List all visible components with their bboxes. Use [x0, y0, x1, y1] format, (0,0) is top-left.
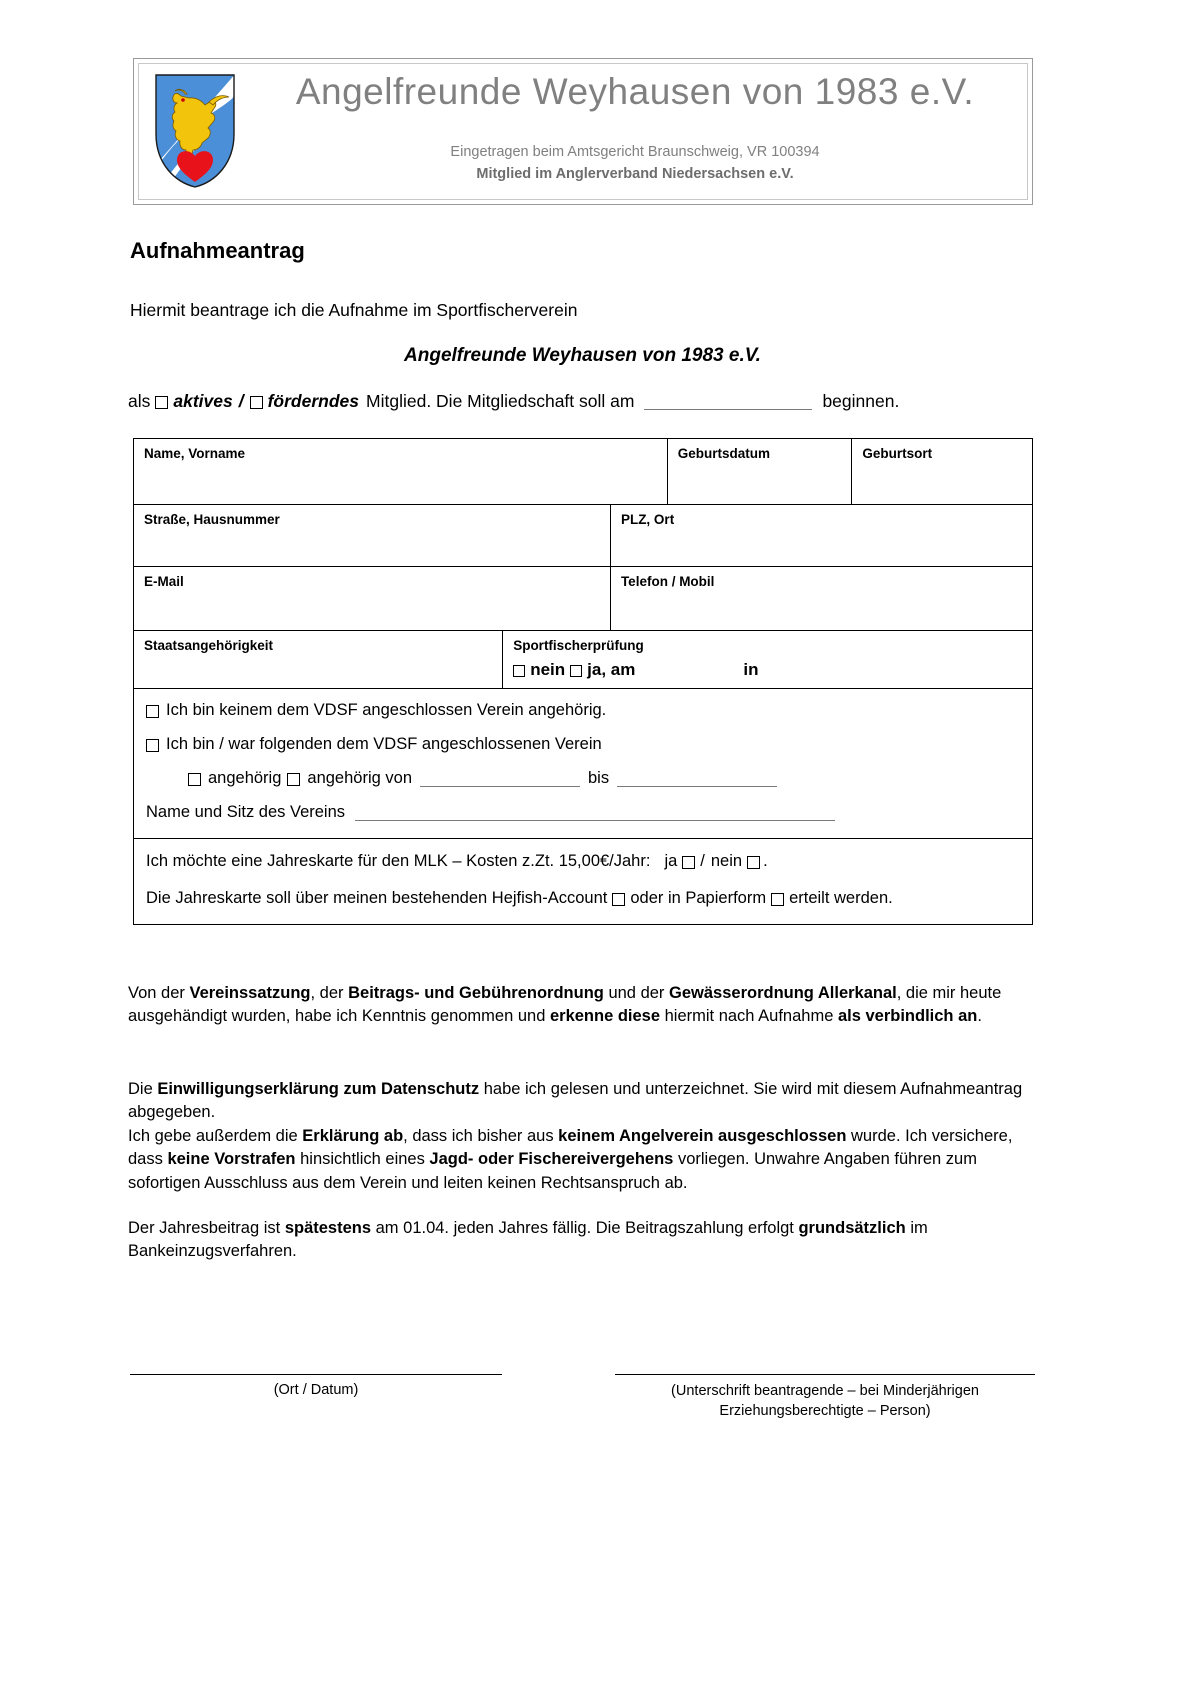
label-telefon-mobil: Telefon / Mobil	[620, 574, 715, 589]
field-staatsangehoerigkeit[interactable]	[134, 631, 503, 688]
p2-t1: Die	[128, 1080, 158, 1098]
p2-b2: Erklärung ab	[302, 1126, 404, 1145]
exam-options-line	[513, 660, 1032, 680]
p1-t3: und der	[603, 984, 670, 1002]
field-plz-ort[interactable]	[611, 505, 1032, 566]
membership-suffix-text: beginnen.	[822, 391, 900, 411]
table-row	[134, 505, 1032, 567]
mlk-separator: /	[700, 852, 705, 870]
signature-caption-place-date: (Ort / Datum)	[273, 1382, 359, 1398]
mlk-line-end: .	[763, 852, 768, 870]
letterhead-box	[133, 58, 1033, 205]
signature-caption-applicant	[615, 1382, 1035, 1421]
p2-t5: wurde. Ich versichere, dass	[128, 1126, 1013, 1169]
checkbox-mlk-ja[interactable]	[682, 856, 695, 869]
p1-t1: Von der	[128, 984, 190, 1002]
vdsf-bis-date-field[interactable]	[617, 771, 777, 787]
letterhead-inner-frame	[138, 63, 1028, 200]
p2-t6: hinsichtlich eines	[295, 1150, 430, 1169]
label-geburtsort: Geburtsort	[862, 446, 933, 461]
exam-no-label: nein	[530, 659, 566, 679]
membership-prefix-label: als	[128, 391, 151, 411]
mlk-request-label: Ich möchte eine Jahreskarte für den MLK – Kosten z.Zt. 15,00€/Jahr:	[146, 852, 651, 870]
label-sportfischerpruefung: Sportfischerprüfung	[513, 638, 644, 653]
checkbox-angehoerig-von[interactable]	[287, 773, 300, 786]
checkbox-mlk-nein[interactable]	[747, 856, 760, 869]
p1-t6: .	[977, 1007, 982, 1026]
exam-yes-label: ja, am	[587, 659, 636, 679]
p3-t2: am 01.04. jeden Jahres fällig. Die Beitragszahlung erfolgt	[371, 1219, 799, 1237]
vdsf-member-label: Ich bin / war folgenden dem VDSF angeschlossenen Verein	[166, 735, 602, 753]
signature-caption-applicant-line1: (Unterschrift beantragende – bei Minderjährigen	[671, 1383, 979, 1399]
checkbox-papierform[interactable]	[771, 893, 784, 906]
p1-t5: hiermit nach Aufnahme	[660, 1007, 838, 1026]
field-name-vorname[interactable]	[134, 439, 668, 504]
membership-middle-text: Mitglied. Die Mitgliedschaft soll am	[366, 391, 635, 411]
checkbox-hejfish-account[interactable]	[612, 893, 625, 906]
association-line: Mitglied im Anglerverband Niedersachsen e.V.	[476, 166, 794, 182]
field-geburtsort[interactable]	[852, 439, 1032, 504]
p1-b3: Gewässerordnung Allerkanal	[669, 984, 897, 1002]
p3-t1: Der Jahresbeitrag ist	[128, 1219, 285, 1237]
table-row	[134, 567, 1032, 631]
membership-start-date-field[interactable]	[644, 394, 812, 410]
label-email: E-Mail	[144, 574, 184, 589]
p1-b4: erkenne diese	[549, 1007, 661, 1026]
checkbox-vdsf-kein-verein[interactable]	[146, 705, 159, 718]
label-geburtsdatum: Geburtsdatum	[677, 446, 771, 461]
mlk-yes-label: ja	[664, 852, 678, 870]
annual-fee-paragraph	[128, 1217, 1036, 1264]
field-telefon-mobil[interactable]	[611, 567, 1032, 630]
vdsf-option-member-line	[146, 735, 1032, 754]
organization-title: Angelfreunde Weyhausen von 1983 e.V.	[295, 71, 975, 112]
checkbox-aktives[interactable]	[155, 396, 168, 409]
p1-b2: Beitrags- und Gebührenordnung	[348, 984, 604, 1002]
field-strasse-hausnummer[interactable]	[134, 505, 611, 566]
p2-t2: habe ich gelesen und unterzeichnet. Sie wird mit diesem Aufnahmeantrag abgegeben.	[128, 1080, 1023, 1122]
membership-supporting-label: förderndes	[267, 391, 360, 411]
mlk-hejfish-label: Die Jahreskarte soll über meinen bestehenden Hejfish-Account	[146, 889, 608, 907]
p2-t7: vorliegen. Unwahre Angaben führen zum sofortigen Ausschluss aus dem Verein und leiten keinen Rechtsanspruch ab.	[128, 1150, 977, 1192]
label-staatsangehoerigkeit: Staatsangehörigkeit	[144, 638, 274, 653]
angehoerig-label: angehörig	[208, 769, 282, 787]
p1-b1: Vereinssatzung	[189, 984, 311, 1002]
vdsf-club-name-field[interactable]	[355, 805, 835, 821]
mlk-request-line	[146, 852, 1032, 871]
mlk-issued-label: erteilt werden.	[789, 889, 893, 907]
membership-active-label: aktives	[173, 391, 233, 411]
club-crest-icon	[153, 72, 237, 190]
angehoerig-von-label: angehörig von	[307, 769, 412, 787]
p2-b1: Einwilligungserklärung zum Datenschutz	[157, 1080, 480, 1098]
vdsf-bis-label: bis	[588, 769, 610, 787]
p3-t3: im Bankeinzugsverfahren.	[128, 1219, 928, 1261]
vdsf-option-none-line	[146, 701, 1032, 720]
p2-b4: keine Vorstrafen	[167, 1150, 296, 1169]
club-name-heading: Angelfreunde Weyhausen von 1983 e.V.	[404, 345, 761, 366]
label-strasse-hausnummer: Straße, Hausnummer	[144, 512, 280, 527]
checkbox-vdsf-mitglied[interactable]	[146, 739, 159, 752]
membership-separator: /	[238, 391, 244, 411]
privacy-declaration-paragraph	[128, 1078, 1036, 1195]
intro-text: Hiermit beantrage ich die Aufnahme im Sportfischerverein	[130, 300, 578, 320]
p3-b1: spätestens	[284, 1219, 372, 1237]
applicant-data-table	[133, 438, 1033, 925]
p1-t4: , die mir heute ausgehändigt wurden, habe ich Kenntnis genommen und	[128, 984, 1002, 1026]
checkbox-foerderndes[interactable]	[250, 396, 263, 409]
p3-b2: grundsätzlich	[798, 1219, 906, 1237]
p1-b5: als verbindlich an	[837, 1007, 978, 1026]
signature-line-applicant[interactable]	[615, 1374, 1035, 1375]
registry-line: Eingetragen beim Amtsgericht Braunschweig, VR 100394	[450, 144, 820, 160]
checkbox-angehoerig[interactable]	[188, 773, 201, 786]
label-name-vorname: Name, Vorname	[144, 446, 246, 461]
exam-in-label: in	[743, 659, 759, 679]
mlk-paper-label: oder in Papierform	[630, 889, 767, 907]
p2-t3: Ich gebe außerdem die	[128, 1126, 303, 1145]
mlk-annual-card-block	[134, 839, 1032, 924]
p2-b5: Jagd- oder Fischereivergehens	[429, 1150, 674, 1169]
signature-caption-applicant-line2: Erziehungsberechtigte – Person)	[719, 1402, 931, 1419]
vdsf-von-date-field[interactable]	[420, 771, 580, 787]
vdsf-club-name-line	[146, 803, 1032, 822]
mlk-delivery-line	[146, 889, 1032, 908]
field-geburtsdatum[interactable]	[668, 439, 853, 504]
vdsf-membership-block	[134, 689, 1032, 839]
vdsf-period-line	[146, 769, 1032, 788]
p2-t4: , dass ich bisher aus	[403, 1126, 559, 1145]
mlk-no-label: nein	[710, 852, 743, 870]
vdsf-none-label: Ich bin keinem dem VDSF angeschlossen Verein angehörig.	[166, 701, 607, 719]
table-row	[134, 439, 1032, 505]
vdsf-club-name-label: Name und Sitz des Vereins	[146, 803, 346, 821]
label-plz-ort: PLZ, Ort	[620, 512, 675, 527]
field-email[interactable]	[134, 567, 611, 630]
table-row	[134, 631, 1032, 689]
checkbox-pruefung-nein[interactable]	[513, 665, 525, 677]
page-title: Aufnahmeantrag	[130, 238, 305, 263]
checkbox-pruefung-ja[interactable]	[570, 665, 582, 677]
p1-t2: , der	[310, 984, 349, 1002]
statutes-paragraph	[128, 982, 1036, 1029]
field-sportfischerpruefung	[503, 631, 1032, 688]
membership-type-line	[128, 391, 899, 412]
p2-b3: keinem Angelverein ausgeschlossen	[558, 1126, 847, 1145]
signature-line-place-date[interactable]	[130, 1374, 502, 1375]
